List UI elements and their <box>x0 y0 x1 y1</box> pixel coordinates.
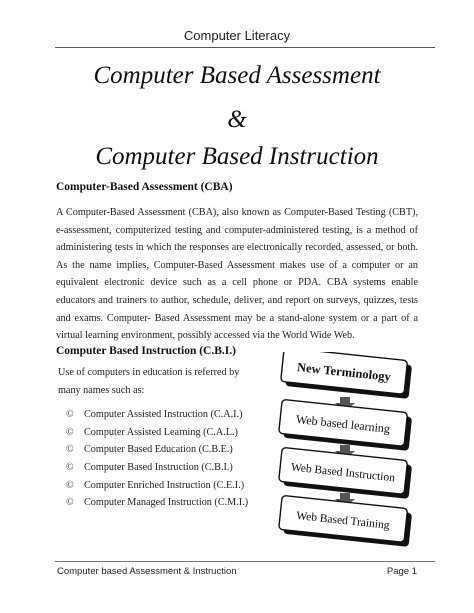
cba-heading: Computer-Based Assessment (CBA) <box>56 181 233 193</box>
page-number: Page 1 <box>386 566 417 577</box>
terminology-diagram <box>274 352 424 552</box>
list-item-label: Computer Based Instruction (C.B.I.) <box>84 462 233 474</box>
list-item <box>66 459 266 477</box>
title-line-1: Computer Based Assessment <box>93 62 381 89</box>
list-item <box>66 406 266 424</box>
footer-title: Computer based Assessment & Instruction <box>57 566 237 577</box>
copyright-bullet-icon: © <box>66 409 74 420</box>
list-item-label: Computer Enriched Instruction (C.E.I.) <box>84 479 245 491</box>
diagram-box-4 <box>278 495 412 546</box>
list-item-label: Computer Based Education (C.B.E.) <box>84 444 233 456</box>
list-item-label: Computer Managed Instruction (C.M.I.) <box>84 497 249 509</box>
diagram-box-label: Web Based Instruction <box>290 461 396 485</box>
list-item <box>66 494 266 512</box>
copyright-bullet-icon: © <box>66 497 74 509</box>
list-item <box>66 441 266 459</box>
copyright-bullet-icon: © <box>66 479 74 491</box>
diagram-box-1 <box>280 352 412 399</box>
copyright-bullet-icon: © <box>66 462 74 474</box>
diagram-box-3 <box>278 447 412 498</box>
diagram-box-label: Web based learning <box>295 412 391 436</box>
page-header: Computer Literacy <box>183 28 291 43</box>
header-divider <box>55 47 435 48</box>
copyright-bullet-icon: © <box>66 444 74 456</box>
copyright-bullet-icon: © <box>66 426 74 438</box>
cba-paragraph: A Computer-Based Assessment (CBA), also known as Computer-Based Testing (CBT), e-assessment, computerized testing and computer-administered testing, is a method of administering tests in which the responses are electronically recorded, assessed, or both. As the name implies, Computer-Based Assessment makes use of a computer or an equivalent electronic device such as a cell phone or PDA. CBA systems enable educators and trainers to author, schedule, deliver, and report on surveys, quizzes, tests and exams. Computer- Based Assessment may be a stand-alone system or a part of a virtual learning environment, possibly accessed via the World Wide Web. <box>56 207 418 342</box>
cbi-name-list <box>66 406 266 512</box>
list-item <box>66 477 266 495</box>
footer-divider <box>55 561 435 562</box>
diagram-box-label: Web Based Training <box>295 510 391 532</box>
diagram-box-2 <box>278 399 412 450</box>
cbi-heading: Computer Based Instruction (C.B.I.) <box>56 345 236 357</box>
list-item-label: Computer Assisted Learning (C.A.L.) <box>84 426 238 438</box>
diagram-box-label: New Terminology <box>296 360 392 384</box>
list-item-label: Computer Assisted Instruction (C.A.I.) <box>84 409 243 420</box>
list-item <box>66 424 266 442</box>
title-line-3: Computer Based Instruction <box>95 143 379 170</box>
cbi-intro: Use of computers in education is referred by many names such as: <box>58 367 240 396</box>
title-ampersand: & <box>227 106 247 133</box>
